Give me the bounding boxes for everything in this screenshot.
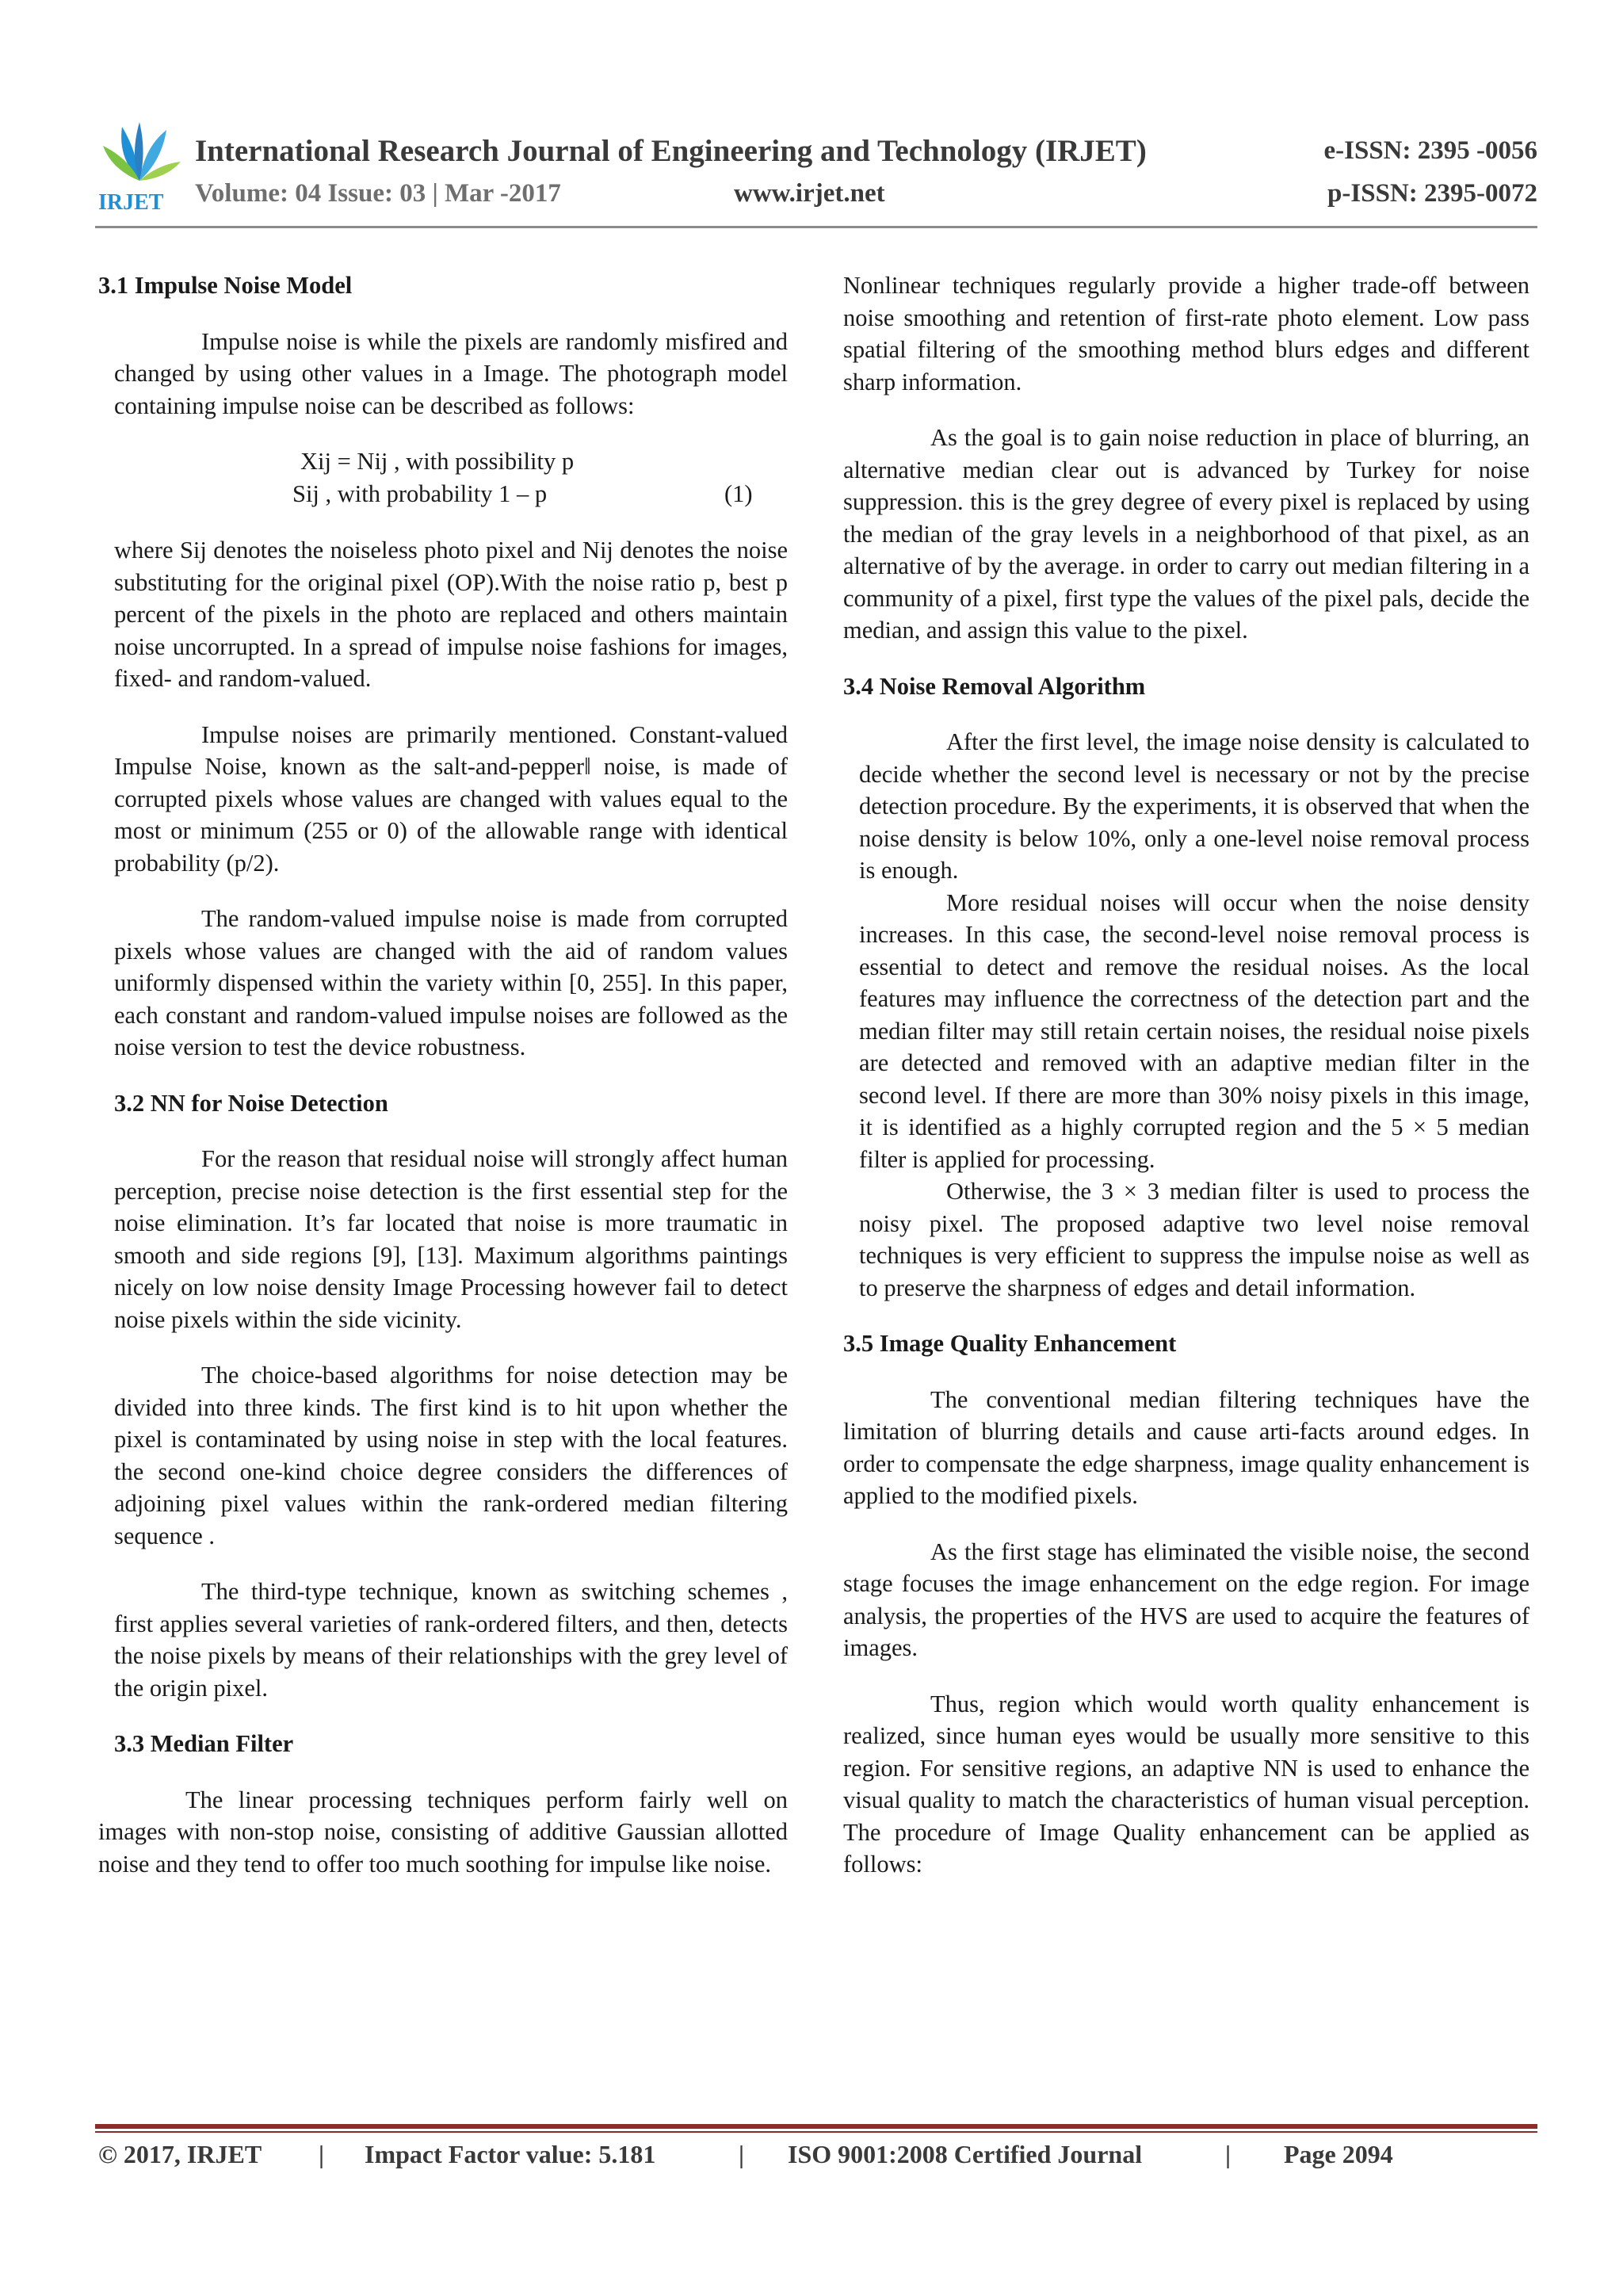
- section-heading-3-1: 3.1 Impulse Noise Model: [98, 272, 353, 299]
- p-issn: p-ISSN: 2395-0072: [1327, 179, 1537, 208]
- paragraph: For the reason that residual noise will strongly affect human perception, precise noise detection is the first essential step for the noise elimination. It’s far located that noise is more traumatic in smooth and side regions [9], [13]. Maximum algorithms paintings nicely on low noise density Image Processing however fail to detect noise pixels within the side vicinity.: [114, 1145, 788, 1333]
- paragraph: More residual noises will occur when the noise density increases. In this case, the second-level noise removal process is essential to detect and remove the residual noises. As the local features may influence the correctness of the detection part and the median filter may still retain certain noises, the residual noise pixels are detected and removed with an adaptive median filter in the second level. If there are more than 30% noisy pixels in this image, it is identified as a highly corrupted region and the 5 × 5 median filter is applied for processing.: [859, 888, 1529, 1173]
- section-heading-3-4: 3.4 Noise Removal Algorithm: [843, 672, 1146, 700]
- footer-separator: |: [319, 2140, 325, 2168]
- paragraph: The conventional median filtering techniques have the limitation of blurring details and cause arti-facts around edges. In order to compensate the edge sharpness, image quality enhancement is applied to the modified pixels.: [843, 1385, 1529, 1509]
- footer-divider: [95, 2124, 1537, 2129]
- paragraph: The choice-based algorithms for noise detection may be divided into three kinds. The first kind is to hit upon whether the pixel is contaminated by using noise in step with the local features. the second one-kind choice degree considers the differences of adjoining pixel values within the rank-ordered median filtering sequence .: [114, 1362, 788, 1549]
- section-heading-3-3: 3.3 Median Filter: [114, 1730, 294, 1757]
- paragraph: After the first level, the image noise density is calculated to decide whether the second level is necessary or not by the precise detection procedure. By the experiments, it is observed that when the noise density is below 10%, only a one-level noise removal process is enough.: [859, 728, 1529, 884]
- paragraph: where Sij denotes the noiseless photo pixel and Nij denotes the noise substituting for the original pixel (OP).With the noise ratio p, best p percent of the pixels in the photo are replaced and others maintain noise uncorrupted. In a spread of impulse noise fashions for images, fixed- and random-valued.: [114, 537, 788, 692]
- header-divider: [95, 226, 1537, 228]
- irjet-logo: [95, 119, 184, 214]
- paragraph: Thus, region which would worth quality enhancement is realized, since human eyes would be usually more sensitive to this region. For sensitive regions, an adaptive NN is used to enhance the visual quality to match the characteristics of human visual perception. The procedure of Image Quality enhancement can be applied as follows:: [843, 1690, 1529, 1878]
- footer-copyright: © 2017, IRJET: [98, 2140, 262, 2168]
- paragraph: As the goal is to gain noise reduction in place of blurring, an alternative median clear out is advanced by Turkey for noise suppression. this is the grey degree of every pixel is replaced by using the median of the gray levels in a neighborhood of that pixel, as an alternative of by the average. in order to carry out median filtering in a community of a pixel, first type the values of the pixel pals, decide the median, and assign this value to the pixel.: [843, 424, 1529, 644]
- svg-text:IRJET: IRJET: [98, 190, 164, 214]
- paragraph: The linear processing techniques perform fairly well on images with non-stop noise, consisting of additive Gaussian allotted noise and they tend to offer too much soothing for impulse like noise.: [98, 1786, 788, 1878]
- section-heading-3-2: 3.2 NN for Noise Detection: [114, 1089, 388, 1117]
- page-header: [95, 119, 1537, 230]
- paragraph: As the first stage has eliminated the visible noise, the second stage focuses the image enhancement on the edge region. For image analysis, the properties of the HVS are used to acquire the features of images.: [843, 1538, 1529, 1661]
- section-heading-3-5: 3.5 Image Quality Enhancement: [843, 1330, 1177, 1357]
- footer-separator: |: [739, 2140, 745, 2168]
- footer-page-number: Page 2094: [1284, 2140, 1393, 2168]
- paragraph: Impulse noises are primarily mentioned. Constant-valued Impulse Noise, known as the salt-and-pepper‖ noise, is made of corrupted pixels whose values are changed with values equal to the most or minimum (255 or 0) of the allowable range with identical probability (p/2).: [114, 720, 788, 877]
- paragraph: Impulse noise is while the pixels are randomly misfired and changed by using other values in a Image. The photograph model containing impulse noise can be described as follows:: [114, 327, 788, 419]
- journal-website-link[interactable]: www.irjet.net: [734, 179, 885, 208]
- logo-leaves-icon: [103, 122, 181, 181]
- equation-line: Xij = Nij , with possibility p: [300, 448, 575, 475]
- paragraph: Nonlinear techniques regularly provide a higher trade-off between noise smoothing and retention of first-rate photo element. Low pass spatial filtering of the smoothing method blurs edges and different sharp information.: [843, 272, 1529, 395]
- journal-title: International Research Journal of Engineering and Technology (IRJET): [195, 134, 1147, 168]
- volume-issue: Volume: 04 Issue: 03 | Mar -2017: [195, 179, 561, 208]
- footer-divider-thin: [95, 2131, 1537, 2133]
- footer-iso: ISO 9001:2008 Certified Journal: [788, 2140, 1143, 2168]
- equation-number: (1): [724, 480, 753, 507]
- left-column: [98, 269, 788, 1880]
- e-issn: e-ISSN: 2395 -0056: [1323, 136, 1537, 165]
- footer-impact-factor: Impact Factor value: 5.181: [365, 2140, 656, 2168]
- paragraph: Otherwise, the 3 × 3 median filter is used to process the noisy pixel. The proposed adaptive two level noise removal techniques is very efficient to suppress the impulse noise as well as to preserve the sharpness of edges and detail information.: [859, 1178, 1529, 1301]
- equation-1: [98, 445, 788, 510]
- equation-line: Sij , with probability 1 – p: [292, 480, 548, 507]
- footer-separator: |: [1225, 2140, 1232, 2168]
- paragraph: The random-valued impulse noise is made from corrupted pixels whose values are changed with the aid of random values uniformly dispensed within the variety within [0, 255]. In this paper, each constant and random-valued impulse noises are followed as the noise version to test the device robustness.: [114, 905, 788, 1060]
- right-column: [843, 269, 1529, 1881]
- paragraph: The third-type technique, known as switching schemes , first applies several varieties of rank-ordered filters, and then, detects the noise pixels by means of their relationships with the grey level of the origin pixel.: [114, 1578, 788, 1702]
